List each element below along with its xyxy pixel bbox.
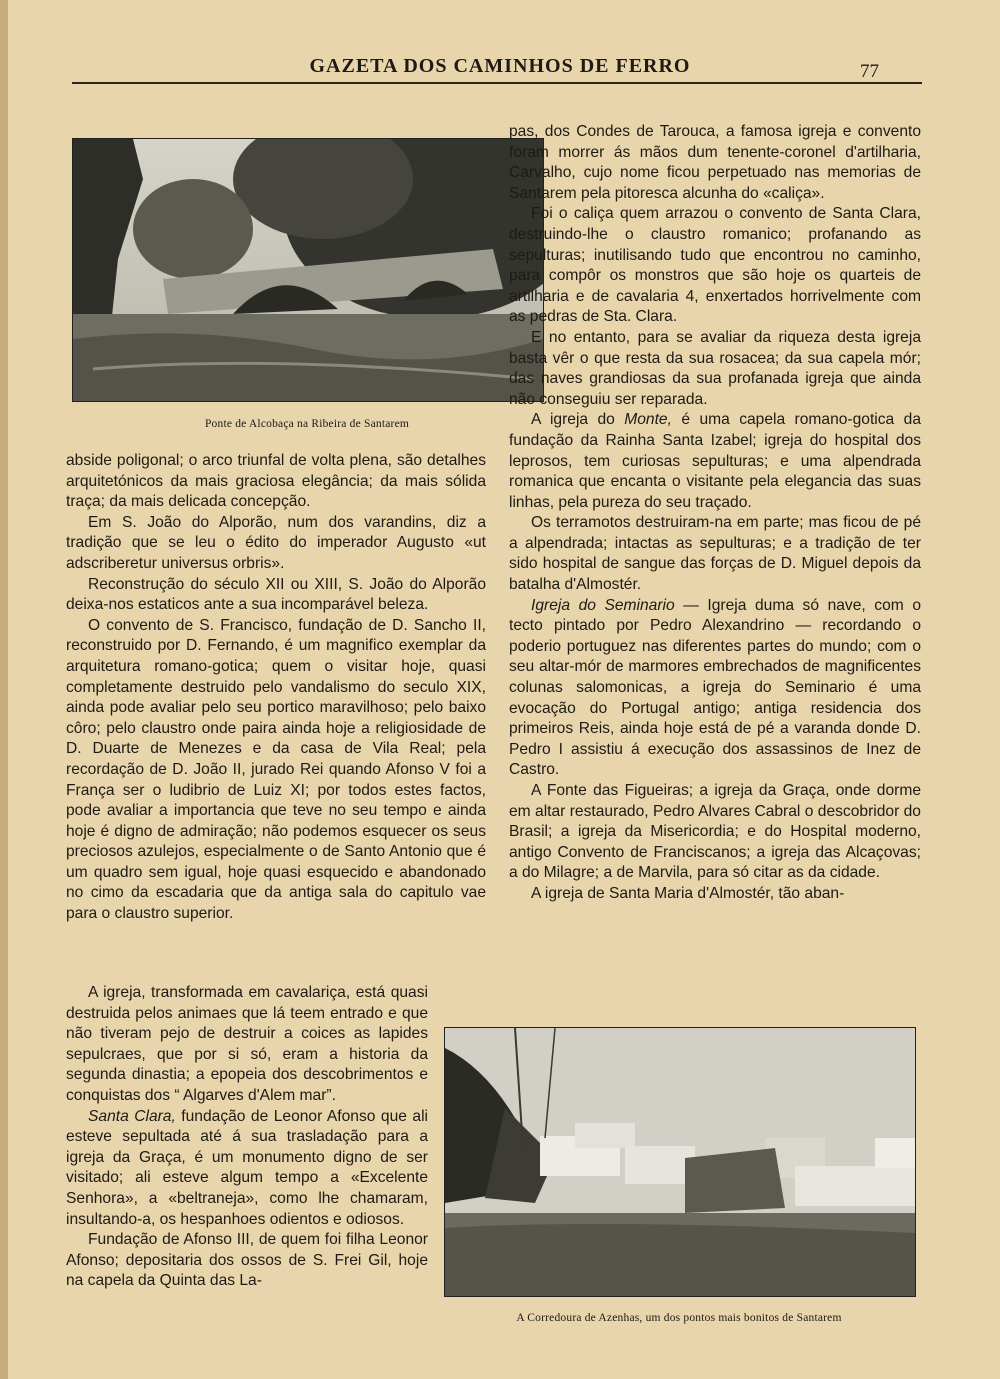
paragraph: Reconstrução do século XII ou XIII, S. João do Alporão deixa-nos estaticos ante a sua incomparável beleza.: [66, 575, 486, 614]
paragraph: A Fonte das Figueiras; a igreja da Graça, onde dorme em altar restaurado, Pedro Alvares Cabral o descobridor do Brasil; a igreja da Misericordia; e do Hospital moderno, antigo Convento de Franciscanos; a igreja das Alcaçovas; a do Milagre; a de Marvila, para só citar as da cidade.: [509, 782, 921, 882]
bridge-photo-caption: Ponte de Alcobaça na Ribeira de Santarem: [204, 418, 410, 430]
italic-term: Santa Clara,: [88, 1107, 176, 1125]
header-rule: [72, 82, 922, 84]
paragraph: [509, 596, 921, 781]
left-column: [66, 451, 486, 925]
river-photo: [444, 1027, 916, 1297]
left-column-lower: [66, 983, 428, 1292]
river-illustration: [445, 1028, 915, 1296]
paragraph: Fundação de Afonso III, de quem foi filha Leonor Afonso; depositaria dos ossos de S. Frei Gil, hoje na capela da Quinta das La-: [66, 1231, 428, 1290]
page-header-title: GAZETA DOS CAMINHOS DE FERRO: [309, 55, 691, 77]
paragraph: [66, 1107, 428, 1231]
paragraph: E no entanto, para se avaliar da riqueza desta igreja basta vêr o que resta da sua rosacea; da sua capela mór; das naves grandiosas da sua profanada igreja que ainda não conseguiu ser reparada.: [509, 328, 921, 408]
paragraph-text: — Igreja duma só nave, com o tecto pintado por Pedro Alexandrino — recordando o poderio portuguez nas diferentes partes do mundo; com o seu altar-mór de marmores embrechados de magnificentes colunas salomonicas, a igreja do Seminario é uma evocação do Portugal antigo; antiga residencia dos primeiros Reis, ainda hoje está de pé a varanda donde D. Pedro I assistiu á execução dos assassinos de Inez de Castro.: [509, 596, 921, 779]
italic-term: Igreja do Seminario: [531, 596, 675, 614]
paragraph: abside poligonal; o arco triunfal de volta plena, são detalhes arquitetónicos da mais graciosa elegância; da mais sólida traça; da mais delicada concepção.: [66, 452, 486, 511]
paragraph: [509, 410, 921, 513]
paragraph-text: é uma capela romano-gotica da fundação da Rainha Santa Izabel; igreja do hospital dos leprosos, tem curiosas sepulturas; e uma alpendrada romanica que encanta o visitante pela elegancia das suas linhas, pela pureza do seu traçado.: [509, 411, 921, 511]
bridge-illustration: [73, 139, 543, 401]
page-number: 77: [860, 61, 879, 82]
paragraph: Em S. João do Alporão, num dos varandins, diz a tradição que se leu o édito do imperador Augusto «ut adscriberetur universus orbris».: [66, 513, 486, 572]
paragraph: Foi o caliça quem arrazou o convento de Santa Clara, destruindo-lhe o claustro romanico; profanando as sepulturas; inutilisando tudo que encontrou no caminho, para compôr os monstros que são hoje os quarteis de artilharia e de cavalaria 4, enxertados horrivelmente com as pedras de Sta. Clara.: [509, 205, 921, 326]
paragraph: O convento de S. Francisco, fundação de D. Sancho II, reconstruido por D. Fernando, é um magnifico exemplar da arquitetura romano-gotica; quem o visitar hoje, quasi completamente destruido pelo vandalismo do seculo XIX, ainda pode avaliar pelo seu portico maravilhoso; pelo baixo côro; pelo claustro onde paira ainda hoje a religiosidade de D. Duarte de Menezes e da casa de Vila Real; pela recordação de D. João II, jurado Rei quando Afonso V foi a França ser o ludibrio de Luiz XI; por todos estes factos, pode avaliar a importancia que teve no seu tempo e ainda hoje é digno de admiração; não podemos esquecer os seus preciosos azulejos, especialmente o de Santo Antonio que é um quadro sem igual, hoje quasi esquecido e abandonado no cimo da escadaria que da antiga sala do capitulo vae para o claustro superior.: [66, 616, 486, 923]
right-column: [509, 122, 921, 905]
paragraph: A igreja, transformada em cavalariça, está quasi destruida pelos animaes que lá teem entrado e que não tiveram pejo de destruir a coices as lapides sepulcraes, que por si só, eram a historia da segunda dinastia; a epopeia dos descobrimentos e conquistas dos “ Algarves d'Alem mar”.: [66, 984, 428, 1104]
italic-term: Monte,: [624, 411, 672, 429]
paragraph: pas, dos Condes de Tarouca, a famosa igreja e convento foram morrer ás mãos dum tenente-coronel d'artilharia, Carvalho, cujo nome ficou perpetuado nas memorias de Santarem pela pitoresca alcunha do «caliça».: [509, 123, 921, 202]
paragraph: Os terramotos destruiram-na em parte; mas ficou de pé a alpendrada; intactas as sepulturas; e a tradição de ter sido hospital de sangue das forças de D. Miguel depois da batalha d'Almostér.: [509, 514, 921, 594]
bridge-photo: [72, 138, 544, 402]
page-edge: [0, 0, 8, 1379]
paragraph: A igreja de Santa Maria d'Almostér, tão aban-: [531, 884, 845, 902]
paragraph-text: A igreja do: [531, 411, 625, 429]
river-photo-caption: A Corredoura de Azenhas, um dos pontos mais bonitos de Santarem: [516, 1312, 842, 1324]
paragraph-text: fundação de Leonor Afonso que ali esteve sepultada até á sua trasladação para a igreja da Graça, é um monumento digno de ser visitado; ali esteve algum tempo a «Excelente Senhora», a «beltraneja», como lhe chamaram, insultando-a, os hespanhoes odientos e odiosos.: [66, 1107, 428, 1228]
